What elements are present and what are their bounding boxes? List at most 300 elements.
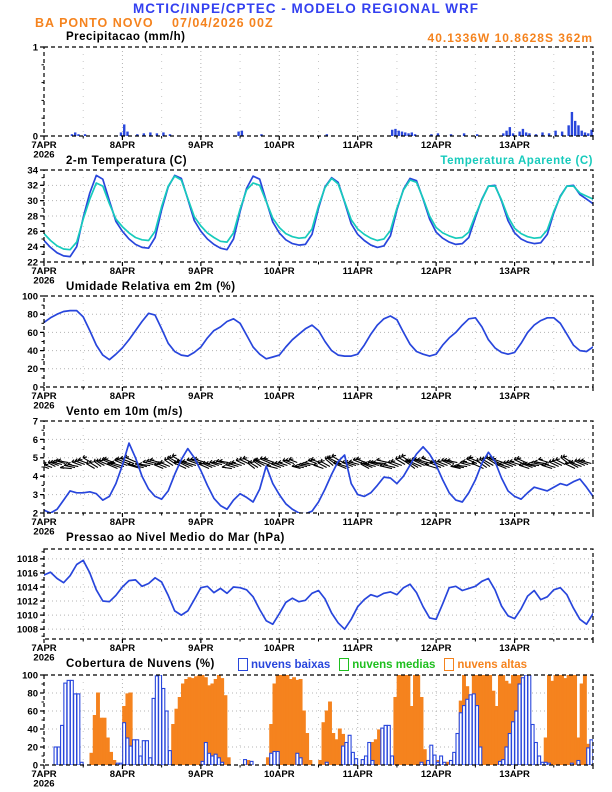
x-day-label: 9APR	[188, 517, 214, 528]
y-tick-label: 60	[27, 327, 38, 339]
wind-barb-head	[295, 466, 299, 467]
legend-label-mid-clouds: nuvens medias	[352, 658, 436, 671]
precip-bar	[522, 129, 524, 136]
x-year-label: 2026	[33, 778, 55, 790]
panel-title-apparent-temperature: Temperatura Aparente (C)	[440, 155, 593, 167]
cloud-bar	[548, 675, 551, 765]
cloud-bar	[400, 675, 403, 765]
cloud-bar	[420, 698, 423, 766]
cloud-bar	[273, 752, 276, 766]
x-day-label: 13APR	[499, 769, 530, 780]
cloud-bar	[293, 678, 296, 765]
x-day-label: 12APR	[420, 140, 452, 151]
cloud-bar	[551, 681, 554, 765]
cloud-bar	[587, 748, 590, 765]
cloud-bar	[289, 680, 292, 766]
precip-bar	[518, 132, 520, 136]
wind-barb-head	[222, 467, 226, 468]
cloud-bar	[175, 709, 178, 765]
wind-barb-head	[139, 464, 143, 465]
x-day-label: 11APR	[342, 517, 373, 528]
precip-bar	[554, 131, 556, 136]
cloud-bar	[368, 743, 371, 766]
cloud-bar	[149, 758, 152, 765]
panel-2	[22, 291, 593, 411]
y-tick-label: 6	[32, 434, 38, 446]
cloud-bar	[152, 698, 155, 765]
cloud-bar	[296, 753, 299, 765]
cloud-bar	[146, 741, 149, 765]
cloud-bar	[106, 738, 109, 765]
panel-frame	[44, 549, 593, 639]
cloud-bar	[64, 683, 67, 765]
cloud-bar	[371, 761, 374, 766]
cloud-bar	[299, 680, 302, 766]
cloud-bar	[427, 761, 430, 766]
y-tick-label: 30	[27, 196, 38, 208]
series-line	[44, 175, 593, 256]
cloud-bar	[77, 694, 80, 765]
cloud-bar	[227, 758, 230, 765]
precip-bar	[509, 127, 511, 136]
y-tick-label: 24	[27, 242, 38, 254]
cloud-bar	[521, 678, 524, 765]
cloud-bar	[221, 679, 224, 765]
wind-barb-head	[556, 459, 560, 460]
x-day-label: 7APR	[31, 643, 57, 654]
panel-title-precipitation: Precipitacao (mm/h)	[66, 31, 186, 43]
cloud-bar	[391, 756, 394, 765]
cloud-bar	[502, 675, 505, 765]
wind-barb-head	[321, 461, 325, 462]
cloud-bar	[538, 756, 541, 765]
cloud-bar	[498, 675, 501, 765]
cloud-bar	[178, 698, 181, 766]
cloud-bar	[172, 725, 175, 766]
panel-title-temperature: 2-m Temperatura (C)	[66, 155, 188, 167]
wind-barb-head	[83, 457, 87, 458]
cloud-bar	[345, 743, 348, 766]
precip-bar	[237, 132, 239, 136]
cloud-bar	[296, 680, 299, 765]
cloud-bar	[159, 675, 162, 765]
panel-frame	[44, 47, 593, 136]
cloud-bar	[489, 675, 492, 765]
cloud-bar	[453, 752, 456, 765]
x-day-label: 8APR	[109, 140, 136, 151]
cloud-bar	[479, 747, 482, 765]
x-day-label: 9APR	[188, 391, 214, 402]
cloud-bar	[266, 758, 269, 765]
wind-barb	[199, 464, 209, 468]
y-tick-label: 34	[27, 165, 38, 177]
precip-bar	[574, 121, 576, 136]
cloud-bar	[348, 735, 351, 765]
cloud-bar	[583, 675, 586, 765]
x-day-label: 7APR	[31, 140, 57, 151]
y-tick-label: 0	[32, 382, 38, 394]
cloud-bar	[123, 723, 126, 765]
cloud-bar	[374, 740, 377, 765]
cloud-bar	[191, 679, 194, 765]
x-day-label: 11APR	[342, 391, 373, 402]
cloud-bar	[485, 675, 488, 765]
wind-barb-head	[219, 461, 223, 462]
x-day-label: 10APR	[263, 266, 295, 277]
panel-frame	[44, 170, 593, 262]
series-line	[44, 443, 593, 514]
wind-barb-head	[329, 457, 333, 458]
wind-barb-head	[565, 463, 569, 464]
y-tick-label: 1008	[16, 624, 38, 636]
cloud-bar	[397, 675, 400, 765]
panel-series	[44, 175, 593, 256]
precip-bar	[241, 131, 243, 136]
cloud-bar	[404, 675, 407, 765]
cloud-bar	[430, 745, 433, 765]
x-year-label: 2026	[33, 526, 55, 538]
x-day-label: 11APR	[342, 769, 373, 780]
cloud-bar	[211, 756, 214, 765]
x-year-label: 2026	[33, 149, 55, 161]
cloud-bar	[410, 707, 413, 766]
x-day-label: 13APR	[499, 517, 530, 528]
cloud-bar	[525, 675, 528, 765]
cloud-bar	[188, 678, 191, 765]
cloud-bar	[129, 746, 132, 765]
cloud-bar	[61, 725, 64, 765]
cloud-bar	[204, 743, 207, 766]
panel-title-humidity: Umidade Relativa em 2m (%)	[66, 281, 236, 293]
cloud-bar	[567, 675, 570, 765]
cloud-bar	[518, 684, 521, 765]
y-tick-label: 1012	[16, 596, 38, 608]
cloud-bar	[309, 761, 312, 766]
cloud-bar	[528, 675, 531, 765]
cloud-bar	[342, 746, 345, 765]
x-day-label: 9APR	[188, 266, 214, 277]
x-day-label: 13APR	[499, 140, 530, 151]
y-tick-label: 60	[27, 706, 38, 718]
cloud-bar	[508, 734, 511, 766]
cloud-bar	[283, 675, 286, 765]
x-day-label: 7APR	[31, 391, 57, 402]
y-tick-label: 5	[32, 453, 38, 465]
cloud-bar	[126, 738, 129, 765]
cloud-bar	[505, 747, 508, 765]
cloud-bar	[136, 740, 139, 765]
cloud-bar	[423, 750, 426, 765]
wind-barb-head	[456, 465, 460, 466]
cloud-bar	[351, 752, 354, 765]
cloud-bar	[420, 762, 423, 765]
cloud-bar	[100, 718, 103, 765]
precip-bar	[126, 132, 128, 136]
wind-barb-head	[373, 462, 377, 463]
cloud-bar	[407, 675, 410, 765]
cloud-bar	[394, 698, 397, 766]
cloud-bar	[387, 725, 390, 765]
cloud-bar	[325, 711, 328, 765]
cloud-bar	[54, 747, 57, 765]
panel-1	[27, 165, 593, 286]
cloud-bar	[466, 699, 469, 765]
cloud-bar	[168, 751, 171, 765]
cloud-bar	[561, 675, 564, 765]
y-tick-label: 1016	[16, 568, 38, 580]
cloud-bar	[74, 694, 77, 765]
cloud-bar	[165, 711, 168, 765]
x-day-label: 12APR	[420, 391, 452, 402]
cloud-bar	[90, 753, 93, 765]
cloud-bar	[162, 689, 165, 766]
cloud-bar	[534, 743, 537, 766]
cloud-bar	[302, 711, 305, 765]
cloud-bar	[113, 761, 116, 766]
cloud-bar	[132, 740, 135, 765]
wind-barb-head	[243, 458, 247, 459]
cloud-bar	[217, 675, 220, 765]
cloud-bar	[286, 675, 289, 765]
cloud-bar	[280, 675, 283, 765]
x-day-label: 7APR	[31, 517, 57, 528]
cloud-bar	[67, 680, 70, 765]
y-tick-label: 28	[27, 211, 38, 223]
wind-barbs	[38, 454, 592, 469]
cloud-bar	[449, 761, 452, 766]
wind-barb-head	[534, 462, 538, 463]
x-year-label: 2026	[33, 652, 55, 664]
cloud-bar	[247, 761, 250, 766]
cloud-bar	[185, 680, 188, 766]
x-day-label: 8APR	[109, 266, 136, 277]
cloud-bar	[93, 716, 96, 766]
x-day-label: 10APR	[263, 391, 295, 402]
cloud-bar	[214, 754, 217, 765]
precip-bar	[505, 131, 507, 136]
panel-title-wind: Vento em 10m (m/s)	[66, 406, 184, 418]
cloud-bar	[182, 684, 185, 765]
x-day-label: 7APR	[31, 769, 57, 780]
panel-title-cloud-cover: Cobertura de Nuvens (%)	[66, 658, 215, 670]
cloud-bar	[476, 706, 479, 765]
legend-label-high-clouds: nuvens altas	[457, 658, 528, 671]
x-day-label: 12APR	[420, 517, 452, 528]
cloud-bar	[512, 722, 515, 765]
x-day-label: 12APR	[420, 643, 452, 654]
x-day-label: 13APR	[499, 266, 530, 277]
cloud-bar	[564, 679, 567, 765]
panel-title-pressure: Pressao ao Nivel Medio do Mar (hPa)	[66, 532, 285, 544]
cloud-bar	[217, 758, 220, 765]
precip-bar	[590, 130, 592, 136]
x-day-label: 8APR	[109, 643, 136, 654]
cloud-bar	[472, 694, 475, 765]
cloud-bar	[70, 680, 73, 765]
cloud-bar	[384, 725, 387, 765]
cloud-bar	[495, 707, 498, 766]
x-day-label: 12APR	[420, 266, 452, 277]
cloud-bar	[299, 758, 302, 765]
x-day-label: 9APR	[188, 140, 214, 151]
cloud-bar	[417, 675, 420, 765]
precip-bar	[394, 129, 396, 136]
cloud-bar	[580, 684, 583, 765]
cloud-bar	[459, 713, 462, 765]
cloud-bar	[557, 675, 560, 765]
cloud-bar	[414, 675, 417, 765]
x-day-label: 10APR	[263, 517, 295, 528]
wind-barb-head	[332, 455, 336, 456]
wind-barb-head	[41, 463, 43, 465]
cloud-bar	[201, 675, 204, 765]
x-year-label: 2026	[33, 400, 55, 412]
cloud-bar	[440, 756, 443, 765]
y-tick-label: 26	[27, 226, 38, 238]
cloud-bar	[139, 756, 142, 765]
x-day-label: 9APR	[188, 769, 214, 780]
app-title: MCTIC/INPE/CPTEC - MODELO REGIONAL WRF	[133, 1, 479, 16]
station-coordinates: 40.1336W 10.8628S 362m	[427, 31, 593, 45]
cloud-bar	[319, 761, 322, 766]
cloud-bar	[224, 696, 227, 765]
precip-bar	[567, 125, 569, 136]
cloud-bar	[433, 755, 436, 765]
cloud-bar	[544, 738, 547, 765]
y-tick-label: 1	[32, 42, 38, 54]
cloud-bar	[332, 734, 335, 766]
precip-bar	[587, 133, 589, 136]
cloud-bar	[456, 734, 459, 766]
y-tick-label: 40	[27, 346, 38, 357]
y-tick-label: 80	[27, 309, 38, 321]
precip-bar	[123, 124, 125, 136]
y-tick-label: 22	[27, 257, 38, 269]
cloud-bar	[515, 711, 518, 765]
model-run-datetime: 07/04/2026 00Z	[172, 16, 274, 30]
cloud-bar	[97, 693, 100, 765]
precip-bar	[391, 130, 393, 136]
cloud-bar	[502, 760, 505, 765]
panel-5	[22, 670, 593, 789]
precip-bar	[581, 131, 583, 136]
cloud-bar	[554, 675, 557, 765]
y-tick-label: 7	[32, 416, 38, 428]
cloud-bar	[306, 734, 309, 766]
y-tick-label: 100	[22, 670, 38, 682]
cloud-bar	[531, 725, 534, 766]
x-day-label: 10APR	[263, 643, 295, 654]
cloud-bar	[574, 675, 577, 765]
y-tick-label: 20	[27, 364, 38, 376]
y-tick-label: 20	[27, 742, 38, 754]
wind-barb-head	[454, 466, 458, 467]
cloud-bar	[338, 729, 341, 765]
cloud-bar	[119, 763, 122, 765]
cloud-bar	[211, 684, 214, 765]
precip-bar	[398, 131, 400, 136]
y-tick-label: 1010	[16, 610, 38, 622]
x-day-label: 8APR	[109, 769, 136, 780]
precip-bar	[476, 134, 478, 136]
y-tick-label: 100	[22, 291, 38, 303]
panel-series	[38, 443, 593, 514]
cloud-bar	[198, 675, 201, 765]
y-tick-label: 32	[27, 180, 38, 192]
y-tick-label: 2	[32, 508, 38, 520]
cloud-bar	[103, 718, 106, 765]
cloud-bar	[482, 675, 485, 765]
cloud-bar	[270, 753, 273, 765]
panel-3	[31, 416, 593, 537]
x-day-label: 11APR	[342, 140, 373, 151]
cloud-bar	[577, 761, 580, 766]
cloud-bar	[570, 675, 573, 765]
wind-barb-head	[169, 457, 173, 458]
y-tick-label: 0	[32, 760, 38, 772]
legend-label-low-clouds: nuvens baixas	[251, 658, 331, 671]
cloud-bar	[463, 706, 466, 765]
cloud-bar	[361, 760, 364, 765]
x-year-label: 2026	[33, 275, 55, 287]
cloud-bar	[469, 695, 472, 765]
y-tick-label: 80	[27, 688, 38, 700]
y-tick-label: 4	[32, 471, 38, 483]
cloud-bar	[378, 730, 381, 765]
cloud-bar	[142, 741, 145, 765]
wind-barb-head	[527, 464, 531, 465]
panel-series	[54, 675, 593, 765]
cloud-bar	[492, 691, 495, 765]
cloud-bar	[155, 676, 158, 765]
x-day-label: 12APR	[420, 769, 452, 780]
cloud-bar	[329, 702, 332, 765]
x-day-label: 9APR	[188, 643, 214, 654]
cloud-bar	[381, 728, 384, 765]
panel-4	[17, 549, 593, 664]
panel-0	[31, 42, 593, 160]
precip-bar	[561, 132, 563, 136]
x-day-label: 10APR	[263, 140, 295, 151]
cloud-bar	[335, 740, 338, 765]
cloud-bar	[276, 752, 279, 766]
x-day-label: 13APR	[499, 391, 530, 402]
cloud-bar	[355, 759, 358, 765]
cloud-bar	[214, 680, 217, 766]
x-day-label: 7APR	[31, 266, 57, 277]
y-tick-label: 3	[32, 490, 38, 501]
precip-bar	[84, 134, 86, 136]
x-day-label: 11APR	[342, 266, 373, 277]
y-tick-label: 40	[27, 724, 38, 736]
cloud-bar	[57, 747, 60, 765]
y-tick-label: 0	[32, 131, 38, 143]
precip-bar	[577, 125, 579, 136]
precip-bar	[571, 112, 573, 136]
y-tick-label: 1014	[16, 582, 38, 594]
x-day-label: 11APR	[342, 643, 373, 654]
y-tick-label: 1018	[16, 554, 38, 566]
cloud-bar	[244, 760, 247, 765]
precip-bar	[401, 132, 403, 136]
x-day-label: 8APR	[109, 391, 136, 402]
station-name: BA PONTO NOVO	[35, 16, 154, 30]
cloud-bar	[365, 756, 368, 765]
x-day-label: 13APR	[499, 643, 530, 654]
cloud-bar	[322, 723, 325, 765]
cloud-bar	[195, 677, 198, 765]
cloud-bar	[208, 753, 211, 765]
